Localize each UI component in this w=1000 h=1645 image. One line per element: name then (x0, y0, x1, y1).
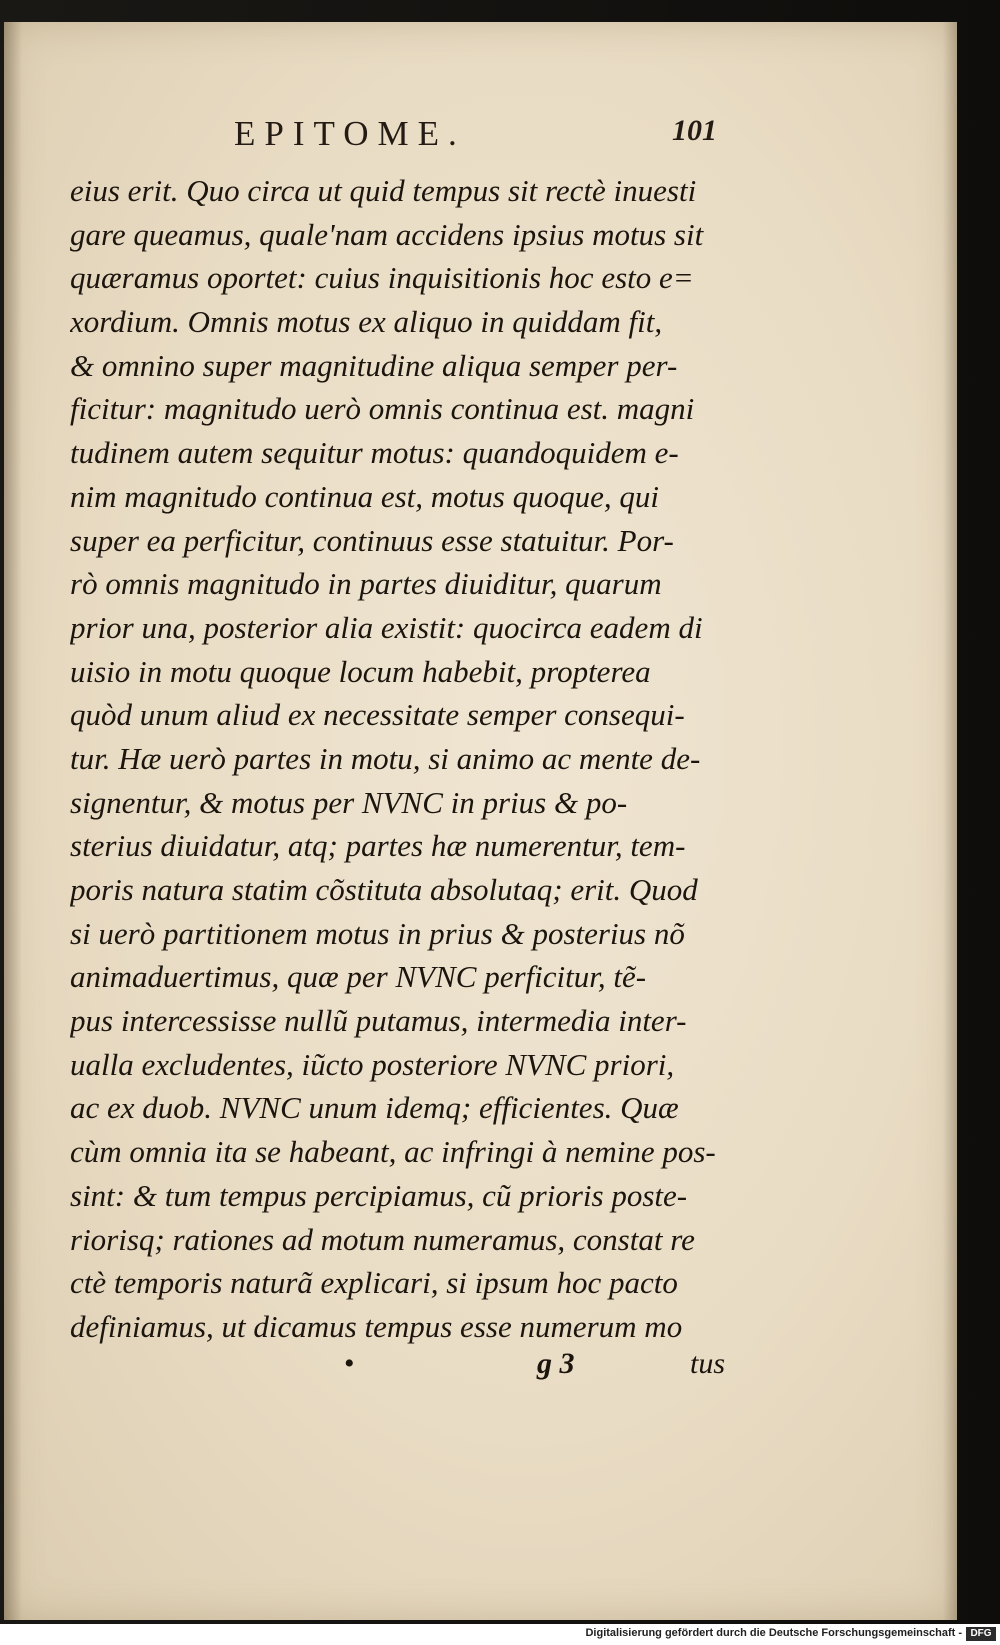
text-line: rò omnis magnitudo in partes diuiditur, quarum (70, 566, 662, 602)
running-head (4, 114, 957, 164)
text-line: signentur, & motus per NVNC in prius & po- (70, 784, 628, 820)
body-text (70, 169, 730, 1349)
dfg-logo: DFG (966, 1627, 996, 1641)
text-line: animaduertimus, quæ per NVNC perficitur, tẽ- (70, 959, 647, 995)
text-line: & omnino super magnitudine aliqua semper per- (70, 347, 678, 383)
catchword: tus (690, 1347, 726, 1380)
catchline (4, 1347, 957, 1391)
page-number: 101 (672, 114, 717, 147)
text-line: sint: & tum tempus percipiamus, cũ prioris poste- (70, 1177, 688, 1213)
text-line: ctè temporis naturã explicari, si ipsum hoc pacto (70, 1265, 678, 1301)
text-line: eius erit. Quo circa ut quid tempus sit rectè inuesti (70, 173, 697, 208)
text-line: sterius diuidatur, atq; partes hæ numerentur, tem- (70, 828, 686, 864)
text-line: tur. Hæ uerò partes in motu, si animo ac mente de- (70, 740, 701, 776)
text-line: definiamus, ut dicamus tempus esse numerum mo (70, 1308, 683, 1344)
text-line: ficitur: magnitudo uerò omnis continua est. magni (70, 391, 695, 427)
text-line: riorisq; rationes ad motum numeramus, constat re (70, 1221, 695, 1257)
signature-mark: g 3 (537, 1347, 575, 1380)
text-line: quòd unum aliud ex necessitate semper consequi- (70, 697, 685, 733)
text-line: gare queamus, quale'nam accidens ipsius motus sit (70, 216, 704, 252)
book-page (4, 22, 957, 1620)
text-line: tudinem autem sequitur motus: quandoquidem e- (70, 435, 679, 471)
text-line: xordium. Omnis motus ex aliquo in quiddam fit, (70, 304, 663, 340)
text-line: ualla excludentes, iũcto posteriore NVNC priori, (70, 1046, 675, 1082)
text-line: poris natura statim cõstituta absolutaq; erit. Quod (70, 872, 698, 907)
text-line: nim magnitudo continua est, motus quoque, qui (70, 478, 659, 514)
text-line: cùm omnia ita se habeant, ac infringi à nemine pos- (70, 1134, 716, 1170)
text-line: pus intercessisse nullũ putamus, intermedia inter- (70, 1003, 687, 1039)
text-line: ac ex duob. NVNC unum idemq; efficientes. Quæ (70, 1090, 679, 1126)
text-line: prior una, posterior alia existit: quocirca eadem di (70, 609, 703, 645)
running-head-title: EPITOME. (234, 114, 466, 153)
ink-dot: • (344, 1347, 355, 1380)
text-line: super ea perficitur, continuus esse statuitur. Por- (70, 522, 674, 558)
digitization-footer (0, 1624, 1000, 1645)
text-line: quæramus oportet: cuius inquisitionis hoc esto e= (70, 260, 694, 296)
text-line: uisio in motu quoque locum habebit, propterea (70, 653, 651, 689)
funding-credit: Digitalisierung gefördert durch die Deutsche Forschungsgemeinschaft - (585, 1627, 962, 1639)
text-line: si uerò partitionem motus in prius & posterius nõ (70, 915, 685, 951)
